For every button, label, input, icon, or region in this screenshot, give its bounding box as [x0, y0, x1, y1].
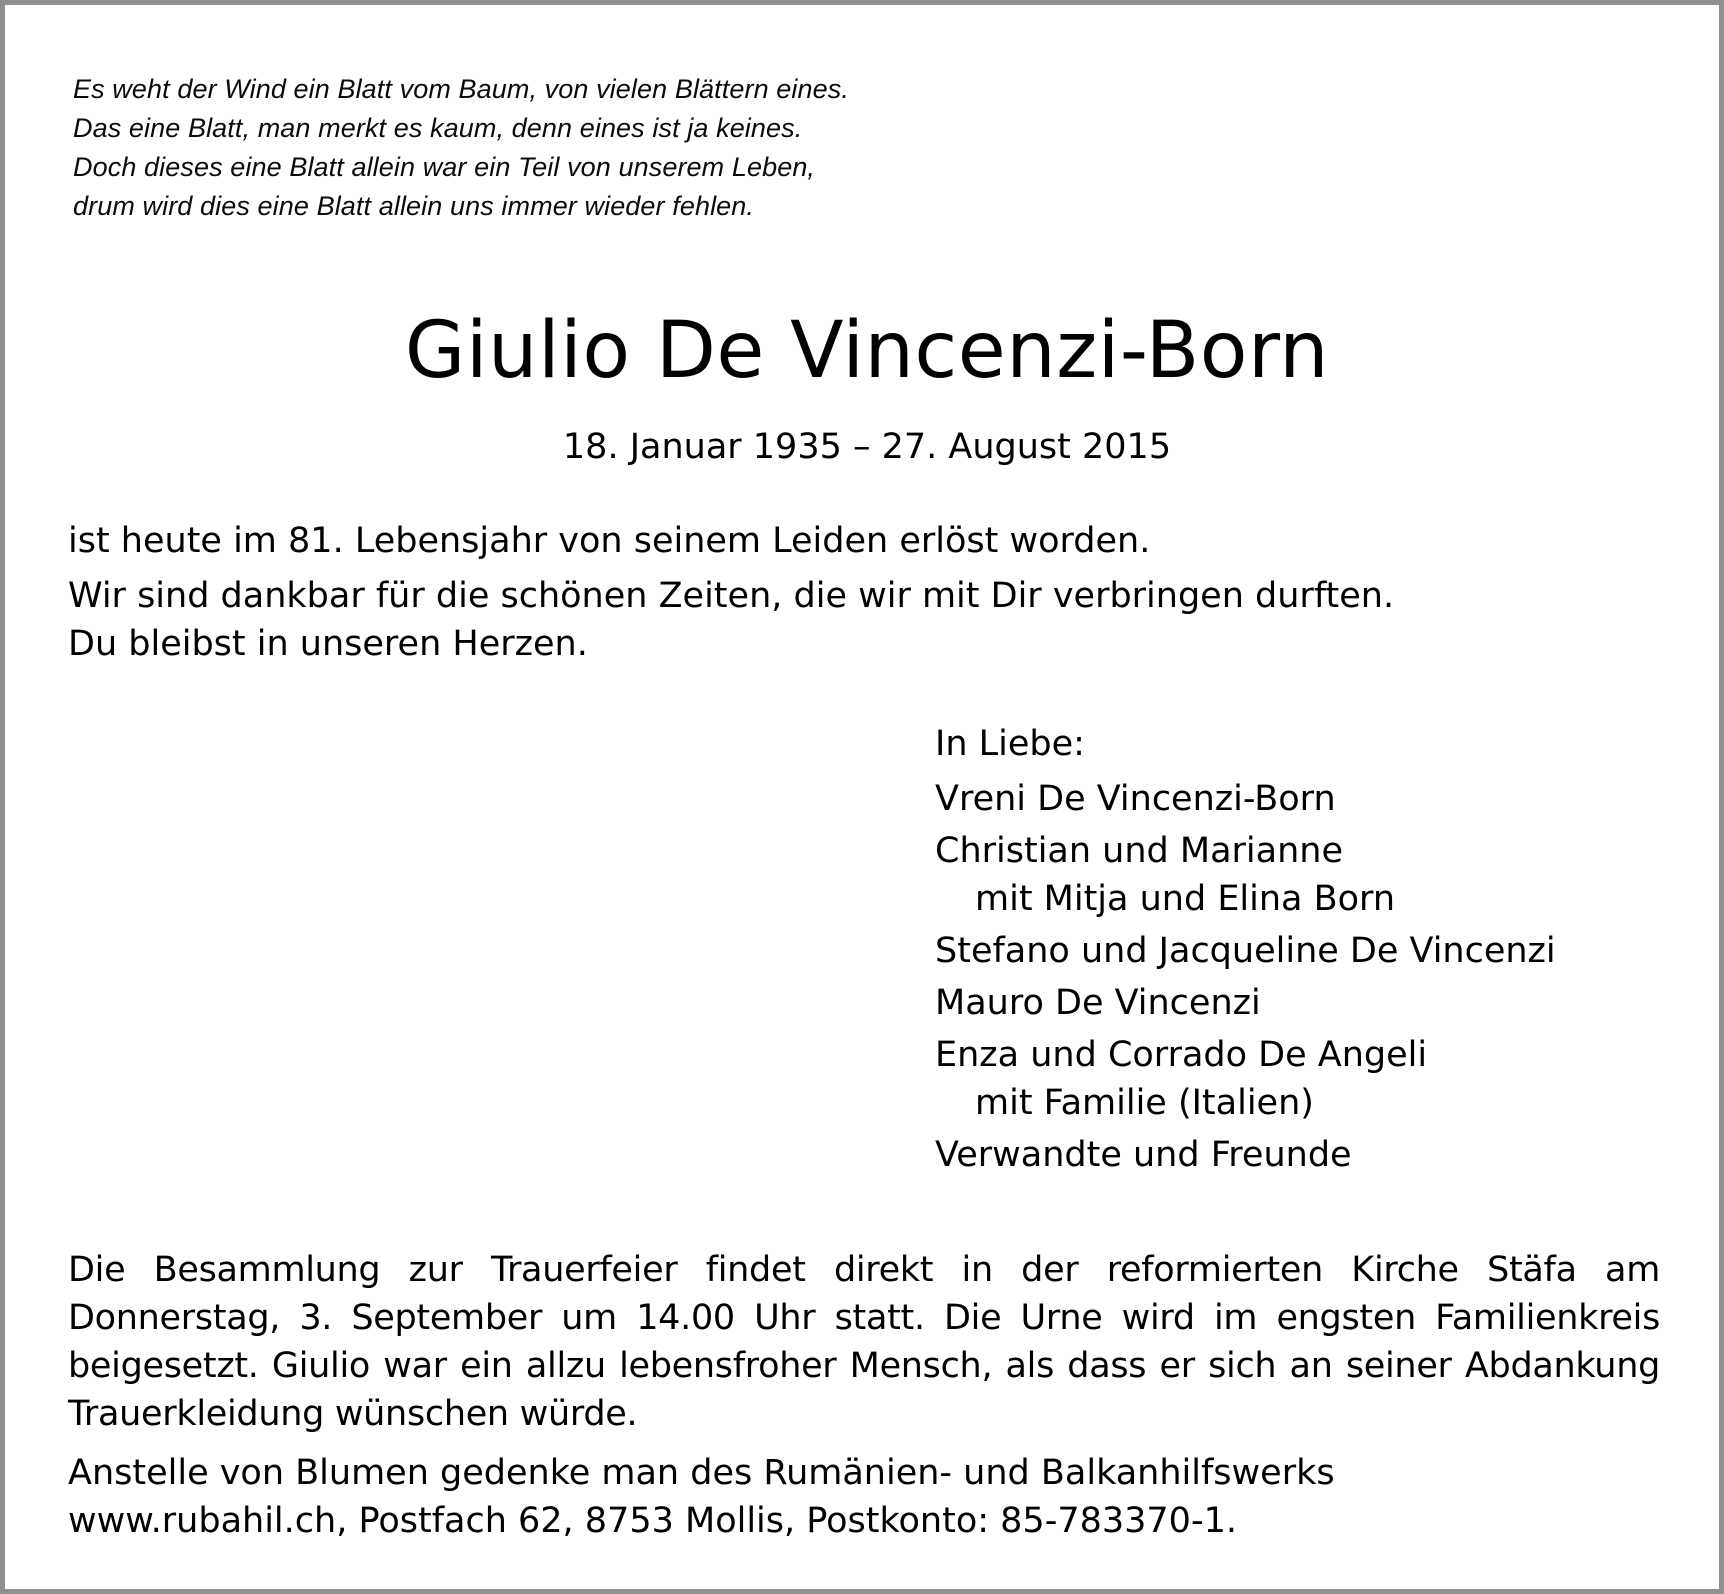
family-member: Mauro De Vincenzi	[935, 983, 1261, 1023]
ceremony-line: Die Besammlung zur Trauerfeier findet direkt in der reformierten Kirche Stäfa am	[68, 1250, 1660, 1290]
intro-text	[68, 517, 1628, 668]
poem-line: Es weht der Wind ein Blatt vom Baum, von vielen Blättern eines.	[73, 74, 849, 104]
donation-line: Anstelle von Blumen gedenke man des Rumänien- und Balkanhilfswerks	[68, 1453, 1335, 1493]
family-member-sub: mit Mitja und Elina Born	[975, 879, 1396, 919]
family-group	[935, 979, 1695, 1027]
family-member: Vreni De Vincenzi-Born	[935, 779, 1336, 819]
family-member: Stefano und Jacqueline De Vincenzi	[935, 931, 1556, 971]
family-group	[935, 1131, 1695, 1179]
intro-line: ist heute im 81. Lebensjahr von seinem Leiden erlöst worden.	[68, 521, 1151, 561]
family-group	[935, 1031, 1695, 1127]
poem-line: Doch dieses eine Blatt allein war ein Teil von unserem Leben,	[73, 152, 816, 182]
ceremony-details	[68, 1246, 1660, 1438]
donation-line: www.rubahil.ch, Postfach 62, 8753 Mollis, Postkonto: 85-783370-1.	[68, 1501, 1237, 1541]
family-member-sub: mit Familie (Italien)	[975, 1083, 1314, 1123]
family-group	[935, 775, 1695, 823]
intro-line: Du bleibst in unseren Herzen.	[68, 624, 588, 664]
poem	[73, 70, 1173, 226]
ceremony-line: Trauerkleidung wünschen würde.	[68, 1394, 638, 1434]
family-group	[935, 827, 1695, 923]
donation-info	[68, 1449, 1660, 1545]
poem-line: Das eine Blatt, man merkt es kaum, denn eines ist ja keines.	[73, 113, 803, 143]
family-signature	[935, 720, 1695, 1183]
ceremony-line: Donnerstag, 3. September um 14.00 Uhr statt. Die Urne wird im engsten Familienkreis	[68, 1298, 1660, 1338]
ceremony-line: beigesetzt. Giulio war ein allzu lebensfroher Mensch, als dass er sich an seiner Abdankung	[68, 1346, 1660, 1386]
poem-line: drum wird dies eine Blatt allein uns immer wieder fehlen.	[73, 191, 755, 221]
family-member: Enza und Corrado De Angeli	[935, 1035, 1428, 1075]
deceased-name: Giulio De Vincenzi-Born	[404, 306, 1330, 396]
intro-line: Wir sind dankbar für die schönen Zeiten, die wir mit Dir verbringen durften.	[68, 576, 1395, 616]
family-group	[935, 927, 1695, 975]
life-dates: 18. Januar 1935 – 27. August 2015	[562, 427, 1172, 467]
family-member: Christian und Marianne	[935, 831, 1343, 871]
family-member: Verwandte und Freunde	[935, 1135, 1352, 1175]
family-heading: In Liebe:	[935, 724, 1085, 764]
